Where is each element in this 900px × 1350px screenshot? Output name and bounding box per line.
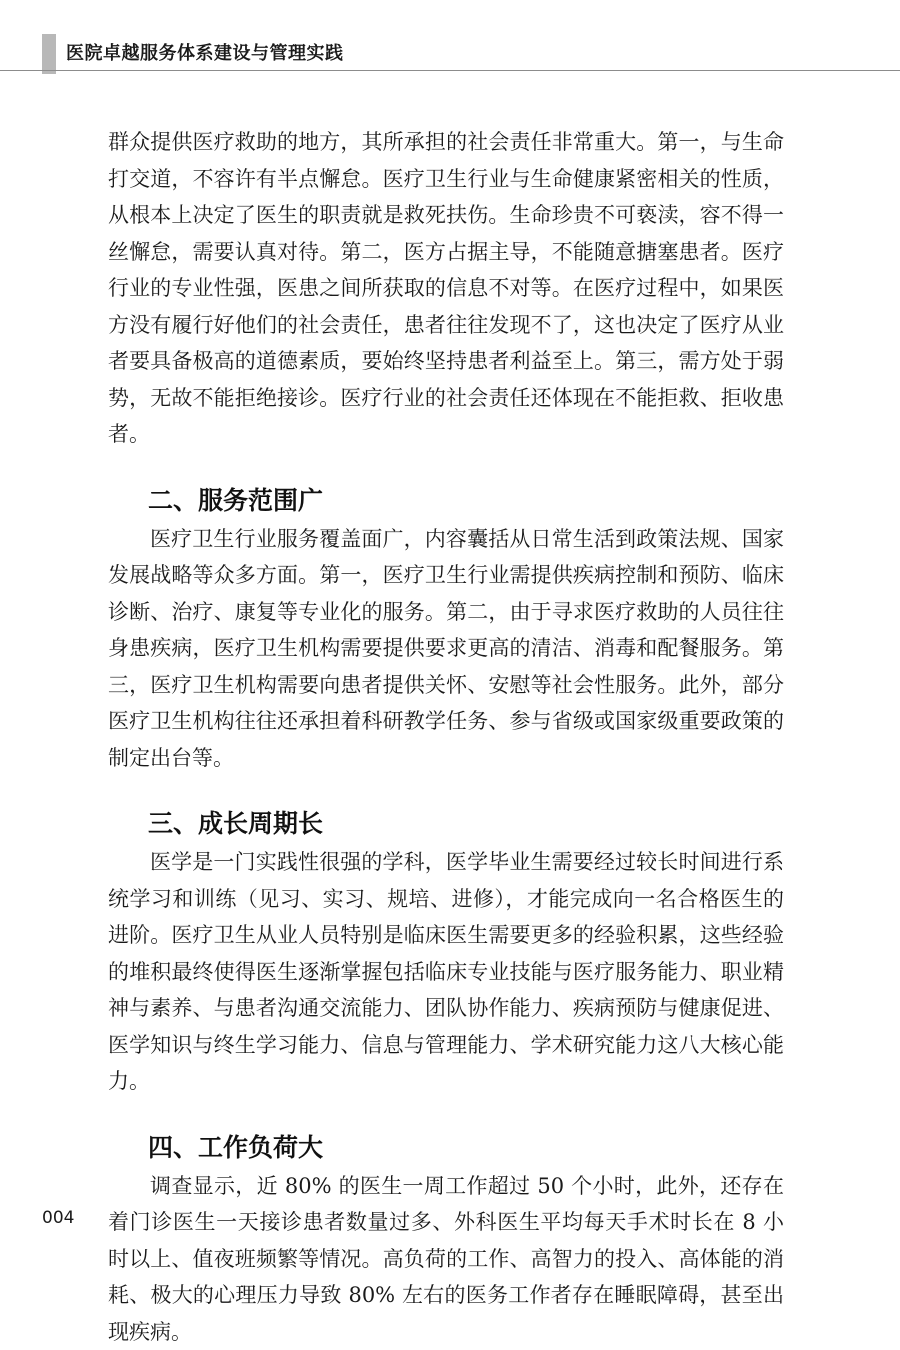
section-heading-service-scope: 二、服务范围广 <box>148 483 784 519</box>
header-rule <box>0 70 900 71</box>
paragraph-continued: 群众提供医疗救助的地方，其所承担的社会责任非常重大。第一，与生命打交道，不容许有半点懈怠。医疗卫生行业与生命健康紧密相关的性质，从根本上决定了医生的职责就是救死扶伤。生命珍贵不可亵渎，容不得一丝懈怠，需要认真对待。第二，医方占据主导，不能随意搪塞患者。医疗行业的专业性强，医患之间所获取的信息不对等。在医疗过程中，如果医方没有履行好他们的社会责任，患者往往发现不了，这也决定了医疗从业者要具备极高的道德素质，要始终坚持患者利益至上。第三，需方处于弱势，无故不能拒绝接诊。医疗行业的社会责任还体现在不能拒救、拒收患者。 <box>108 124 784 453</box>
page-number: 004 <box>42 1208 74 1228</box>
header-decoration-block <box>42 34 56 74</box>
paragraph-growth-cycle: 医学是一门实践性很强的学科，医学毕业生需要经过较长时间进行系统学习和训练（见习、实习、规培、进修），才能完成向一名合格医生的进阶。医疗卫生从业人员特别是临床医生需要更多的经验积累，这些经验的堆积最终使得医生逐渐掌握包括临床专业技能与医疗服务能力、职业精神与素养、与患者沟通交流能力、团队协作能力、疾病预防与健康促进、医学知识与终生学习能力、信息与管理能力、学术研究能力这八大核心能力。 <box>108 844 784 1100</box>
paragraph-service-scope: 医疗卫生行业服务覆盖面广，内容囊括从日常生活到政策法规、国家发展战略等众多方面。第一，医疗卫生行业需提供疾病控制和预防、临床诊断、治疗、康复等专业化的服务。第二，由于寻求医疗救助的人员往往身患疾病，医疗卫生机构需要提供要求更高的清洁、消毒和配餐服务。第三，医疗卫生机构需要向患者提供关怀、安慰等社会性服务。此外，部分医疗卫生机构往往还承担着科研教学任务、参与省级或国家级重要政策的制定出台等。 <box>108 521 784 777</box>
paragraph-workload: 调查显示，近 80% 的医生一周工作超过 50 个小时，此外，还存在着门诊医生一天接诊患者数量过多、外科医生平均每天手术时长在 8 小时以上、值夜班频繁等情况。高负荷的工作、高智力的投入、高体能的消耗、极大的心理压力导致 80% 左右的医务工作者存在睡眠障碍，甚至出现疾病。 <box>108 1168 784 1350</box>
running-title: 医院卓越服务体系建设与管理实践 <box>66 39 344 65</box>
section-heading-workload: 四、工作负荷大 <box>148 1130 784 1166</box>
section-heading-growth-cycle: 三、成长周期长 <box>148 806 784 842</box>
page-body <box>108 124 784 1350</box>
